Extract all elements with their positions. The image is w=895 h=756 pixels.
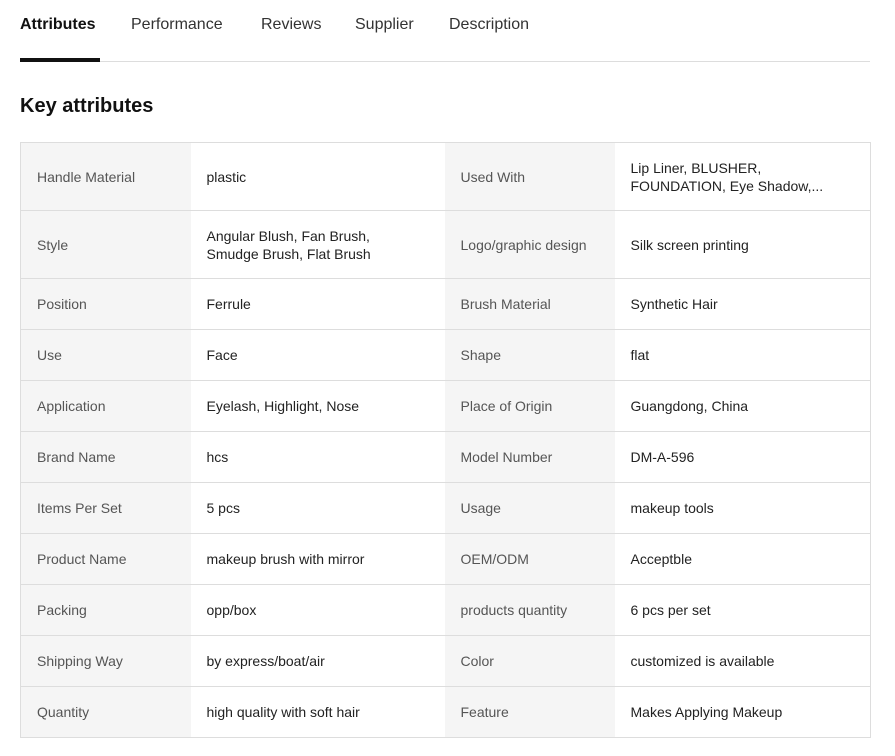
attribute-key: Style — [21, 211, 191, 279]
attribute-value: Synthetic Hair — [615, 279, 871, 330]
table-row — [21, 687, 871, 738]
attribute-key: Application — [21, 381, 191, 432]
attribute-key: Position — [21, 279, 191, 330]
attribute-value: Makes Applying Makeup — [615, 687, 871, 738]
attribute-value: makeup brush with mirror — [191, 534, 445, 585]
attribute-key: Handle Material — [21, 143, 191, 211]
tab-label: Attributes — [20, 16, 96, 33]
active-tab-indicator — [20, 58, 100, 62]
attribute-key: Used With — [445, 143, 615, 211]
attribute-value: 5 pcs — [191, 483, 445, 534]
attribute-key: Use — [21, 330, 191, 381]
attribute-key: Brush Material — [445, 279, 615, 330]
attribute-key: Brand Name — [21, 432, 191, 483]
table-row — [21, 279, 871, 330]
attribute-value — [191, 211, 445, 279]
table-row — [21, 143, 871, 211]
attribute-value: high quality with soft hair — [191, 687, 445, 738]
table-row — [21, 330, 871, 381]
attribute-value: Ferrule — [191, 279, 445, 330]
attribute-value — [615, 143, 871, 211]
attribute-value: by express/boat/air — [191, 636, 445, 687]
attribute-key: Shipping Way — [21, 636, 191, 687]
tab-label: Reviews — [261, 16, 322, 33]
table-row — [21, 534, 871, 585]
attribute-value: hcs — [191, 432, 445, 483]
attribute-value: makeup tools — [615, 483, 871, 534]
tab-description[interactable] — [449, 16, 529, 34]
tab-reviews[interactable] — [261, 16, 321, 34]
attribute-value: flat — [615, 330, 871, 381]
table-row — [21, 381, 871, 432]
table-row — [21, 432, 871, 483]
table-row — [21, 585, 871, 636]
attribute-value: customized is available — [615, 636, 871, 687]
attribute-key: Quantity — [21, 687, 191, 738]
attribute-value: opp/box — [191, 585, 445, 636]
tab-bar — [20, 0, 870, 62]
attribute-key: products quantity — [445, 585, 615, 636]
attribute-value: Face — [191, 330, 445, 381]
tab-supplier[interactable] — [355, 16, 414, 34]
attribute-value: Eyelash, Highlight, Nose — [191, 381, 445, 432]
tab-label: Description — [449, 16, 530, 33]
tab-performance[interactable] — [131, 16, 223, 34]
attribute-value: plastic — [191, 143, 445, 211]
attribute-key: Color — [445, 636, 615, 687]
attribute-key: Product Name — [21, 534, 191, 585]
attribute-key: Packing — [21, 585, 191, 636]
attribute-value: DM-A-596 — [615, 432, 871, 483]
table-row — [21, 211, 871, 279]
attribute-value: Silk screen printing — [615, 211, 871, 279]
attribute-key: OEM/ODM — [445, 534, 615, 585]
attribute-value: 6 pcs per set — [615, 585, 871, 636]
attribute-value-line: Lip Liner, BLUSHER, — [630, 159, 762, 176]
table-row — [21, 483, 871, 534]
attribute-key: Feature — [445, 687, 615, 738]
attribute-key: Items Per Set — [21, 483, 191, 534]
tab-label: Supplier — [355, 16, 414, 33]
attribute-key: Logo/graphic design — [445, 211, 615, 279]
tab-attributes[interactable] — [20, 16, 96, 34]
attribute-key: Model Number — [445, 432, 615, 483]
key-attributes-table — [20, 142, 871, 738]
attribute-value-line: Angular Blush, Fan Brush, — [206, 227, 370, 244]
tab-label: Performance — [131, 16, 223, 33]
attribute-key: Usage — [445, 483, 615, 534]
section-title: Key attributes — [20, 95, 154, 117]
attribute-key: Place of Origin — [445, 381, 615, 432]
table-row — [21, 636, 871, 687]
attribute-value-line: Smudge Brush, Flat Brush — [206, 245, 371, 262]
attribute-value-line: FOUNDATION, Eye Shadow,... — [630, 177, 824, 194]
attribute-value: Guangdong, China — [615, 381, 871, 432]
attribute-key: Shape — [445, 330, 615, 381]
attribute-value: Acceptble — [615, 534, 871, 585]
